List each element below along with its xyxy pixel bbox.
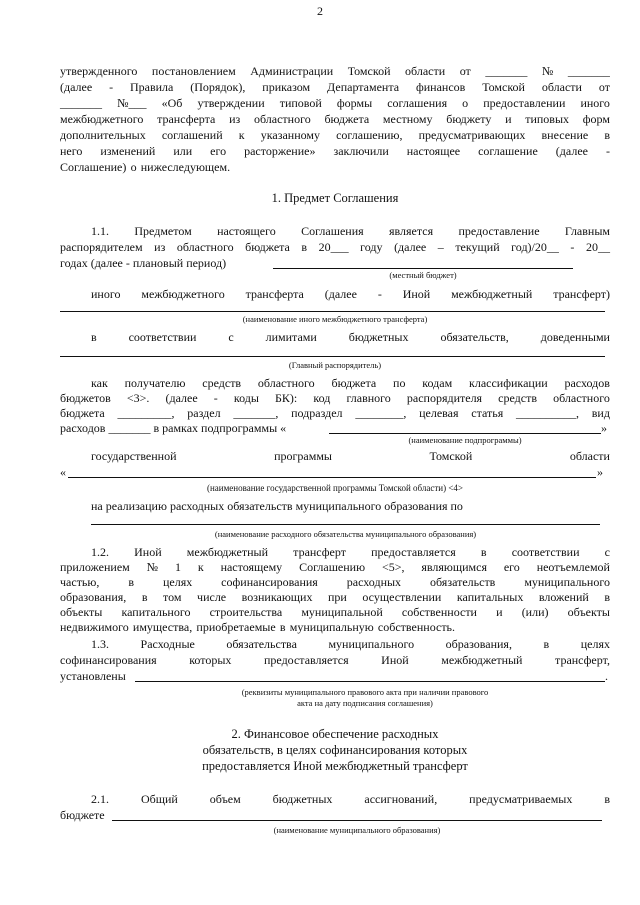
- word: объекты: [60, 605, 103, 619]
- word: области: [405, 64, 446, 78]
- word: типовой: [279, 96, 322, 110]
- word: №___: [117, 96, 147, 110]
- word: 2.1.: [91, 792, 109, 806]
- word: как: [91, 376, 108, 390]
- word: Правила: [129, 80, 174, 94]
- word: том: [163, 590, 182, 604]
- word: в: [141, 590, 148, 604]
- word: него: [60, 144, 83, 158]
- word: муниципального: [524, 575, 610, 589]
- word: 1.2.: [91, 545, 109, 559]
- text-line: [60, 575, 610, 589]
- word: приложением: [60, 560, 130, 574]
- word: являющимся: [421, 560, 487, 574]
- word: обязательства: [226, 637, 297, 651]
- word: предоставлении: [483, 96, 566, 110]
- word: форм: [582, 112, 610, 126]
- field-caption: (наименование расходного обязательства муниципального образования): [214, 529, 477, 539]
- word: кодам: [422, 376, 453, 390]
- word: с: [604, 545, 610, 559]
- text-line: [60, 620, 610, 634]
- word: №: [146, 560, 159, 574]
- text-line: [91, 330, 610, 344]
- word: изменений: [100, 144, 156, 158]
- word: муниципальную: [289, 620, 374, 634]
- section-2-heading: 2. Финансовое обеспечение расходных: [231, 727, 439, 741]
- intro-line: [60, 160, 610, 174]
- word: в: [604, 128, 610, 142]
- text-line: [60, 391, 610, 405]
- word: главного: [346, 391, 391, 405]
- word: Соглашения: [301, 224, 364, 238]
- intro-line: [60, 64, 610, 78]
- word: межбюджетного: [141, 287, 225, 301]
- field-caption: (Главный распорядитель): [288, 360, 382, 370]
- word: и: [505, 112, 512, 126]
- word: классификации: [469, 376, 548, 390]
- word: образования,: [60, 590, 127, 604]
- text-line: «: [60, 465, 66, 479]
- word: его: [210, 144, 227, 158]
- section-2-heading: обязательств, в целях софинансирования которых: [202, 743, 468, 757]
- word: является: [389, 224, 434, 238]
- word: соответствии: [511, 545, 580, 559]
- word: неотъемлемой: [536, 560, 610, 574]
- word: к: [197, 560, 204, 574]
- word: обязательств,: [440, 330, 509, 344]
- word: _______: [567, 64, 610, 78]
- word: предоставляется: [371, 545, 456, 559]
- word: числе: [197, 590, 227, 604]
- word: вид: [591, 406, 610, 420]
- text-line: на реализацию расходных обязательств муниципального образования по: [91, 499, 463, 513]
- text-line: [60, 605, 610, 619]
- word: –: [437, 240, 444, 254]
- intro-line: [60, 80, 610, 94]
- word: бюджетных: [272, 792, 333, 806]
- word: трансферта: [157, 112, 216, 126]
- word: бюджета: [245, 240, 290, 254]
- intro-line: [60, 96, 610, 110]
- text-line: бюджете: [60, 808, 105, 822]
- word: доведенными: [540, 330, 610, 344]
- word: предусматривающих: [418, 128, 526, 142]
- word: в: [480, 545, 487, 559]
- word: типовых: [525, 112, 570, 126]
- word: дополнительных: [60, 128, 146, 142]
- word: в: [543, 637, 550, 651]
- word: утвержденного: [60, 64, 138, 78]
- text-line: .: [605, 669, 608, 683]
- field-caption: (местный бюджет): [389, 270, 457, 280]
- field-caption: (наименование иного межбюджетного трансферта): [242, 314, 428, 324]
- word: _______: [60, 96, 102, 110]
- text-line: годах (далее - плановый период): [60, 256, 227, 270]
- word: трансферта: [245, 287, 304, 301]
- word: Иной: [134, 545, 162, 559]
- word: трансферт: [293, 545, 346, 559]
- text-line: [91, 224, 610, 238]
- word: Расходные: [140, 637, 195, 651]
- text-line: [60, 406, 610, 420]
- word: областного: [176, 240, 234, 254]
- word: от: [459, 64, 471, 78]
- word: целевая: [419, 406, 459, 420]
- word: межбюджетного: [60, 112, 144, 126]
- word: 20___: [318, 240, 349, 254]
- word: ________,: [355, 406, 407, 420]
- word: муниципальной: [301, 605, 383, 619]
- word: -: [377, 287, 382, 301]
- field-caption: акта на дату подписания соглашения): [297, 698, 433, 708]
- word: текущий: [455, 240, 500, 254]
- word: предоставление: [458, 224, 540, 238]
- word: средств: [498, 391, 538, 405]
- word: статья: [471, 406, 504, 420]
- word: год)/20__: [511, 240, 559, 254]
- word: трансферт,: [555, 653, 610, 667]
- word: -: [570, 240, 575, 254]
- word: капитального: [121, 605, 191, 619]
- word: распорядителем: [60, 240, 143, 254]
- word: (далее: [394, 240, 427, 254]
- word: Соглашение): [60, 160, 127, 174]
- text-line: [60, 560, 610, 574]
- word: лимитами: [265, 330, 317, 344]
- word: образования,: [445, 637, 512, 651]
- word: о: [130, 160, 137, 174]
- word: с: [228, 330, 234, 344]
- page-number: 2: [317, 4, 323, 18]
- word: настоящее: [406, 144, 461, 158]
- word: собственности: [401, 605, 477, 619]
- word: к: [238, 128, 245, 142]
- word: Иной: [381, 653, 409, 667]
- word: областного: [553, 391, 610, 405]
- word: (далее: [60, 80, 93, 94]
- word: области: [541, 80, 582, 94]
- word: 1: [174, 560, 181, 574]
- word: соответствии: [128, 330, 197, 344]
- text-line: [91, 545, 610, 559]
- text-line: »: [601, 421, 607, 435]
- word: формы: [336, 96, 373, 110]
- word: №: [541, 64, 554, 78]
- text-line: [91, 449, 610, 463]
- word: из: [154, 240, 166, 254]
- intro-line: [60, 144, 610, 158]
- word: Томской: [429, 449, 473, 463]
- text-line: [60, 240, 610, 254]
- word: муниципального: [328, 637, 415, 651]
- word: -: [213, 391, 218, 405]
- word: (Порядок),: [190, 80, 246, 94]
- word: году: [360, 240, 383, 254]
- word: имущества,: [132, 620, 193, 634]
- word: настоящего: [217, 224, 276, 238]
- word: расходных: [346, 575, 402, 589]
- fill-line: [329, 433, 601, 434]
- text-line: »: [597, 465, 603, 479]
- word: заключили: [333, 144, 389, 158]
- word: Иной: [402, 287, 431, 301]
- word: 1.3.: [91, 637, 109, 651]
- word: Общий: [140, 792, 178, 806]
- fill-line: [135, 681, 605, 682]
- word: в: [279, 620, 286, 634]
- word: целях: [162, 575, 193, 589]
- fill-line: [273, 268, 573, 269]
- word: или: [173, 144, 193, 158]
- word: бюджета: [331, 376, 377, 390]
- word: от: [598, 80, 610, 94]
- word: в: [301, 240, 308, 254]
- word: ассигнований,: [364, 792, 438, 806]
- word: код: [313, 391, 331, 405]
- word: софинансирования: [60, 653, 157, 667]
- word: о: [462, 96, 469, 110]
- text-line: [91, 637, 610, 651]
- word: бюджету: [446, 112, 492, 126]
- word: соглашению,: [336, 128, 403, 142]
- word: «Об: [161, 96, 183, 110]
- word: приобретаемые: [196, 620, 276, 634]
- word: коды: [233, 391, 259, 405]
- word: утверждении: [197, 96, 265, 110]
- word: частью,: [60, 575, 100, 589]
- word: при: [327, 590, 347, 604]
- section-1-heading: 1. Предмет Соглашения: [271, 191, 399, 205]
- word: Администрации: [250, 64, 334, 78]
- word: финансов: [415, 80, 466, 94]
- word: приказом: [262, 80, 311, 94]
- word: расходов: [564, 376, 610, 390]
- word: целях: [580, 637, 610, 651]
- word: (далее: [555, 144, 588, 158]
- field-caption: (реквизиты муниципального правового акта при наличии правового: [241, 687, 489, 697]
- word: Предметом: [134, 224, 192, 238]
- field-caption: (наименование государственной программы Томской области) <4>: [206, 483, 464, 493]
- word: его: [503, 560, 520, 574]
- word: бюджета: [60, 406, 105, 420]
- word: расторжение»: [244, 144, 316, 158]
- word: в: [91, 330, 97, 344]
- word: средств: [202, 376, 242, 390]
- word: Соглашению: [299, 560, 366, 574]
- word: осуществлении: [362, 590, 442, 604]
- word: местному: [382, 112, 433, 126]
- word: указанному: [260, 128, 320, 142]
- word: вложений: [538, 590, 589, 604]
- word: объем: [209, 792, 241, 806]
- word: области: [569, 449, 610, 463]
- word: предусматриваемых: [469, 792, 573, 806]
- fill-line: [91, 524, 600, 525]
- text-line: расходов _______ в рамках подпрограммы «: [60, 421, 287, 435]
- word: (далее: [165, 391, 198, 405]
- word: бюджетных: [348, 330, 409, 344]
- fill-line: [68, 477, 596, 478]
- fill-line: [112, 820, 602, 821]
- word: недвижимого: [60, 620, 129, 634]
- word: 1.1.: [91, 224, 109, 238]
- text-line: [60, 590, 610, 604]
- word: бюджетов: [60, 391, 111, 405]
- word: предоставляется: [263, 653, 349, 667]
- text-line: установлены: [60, 669, 126, 683]
- word: __________,: [516, 406, 579, 420]
- word: программы: [274, 449, 332, 463]
- word: областного: [253, 112, 311, 126]
- word: нижеследующем.: [140, 160, 231, 174]
- word: государственной: [91, 449, 177, 463]
- fill-line: [60, 356, 605, 357]
- word: Томской: [347, 64, 391, 78]
- word: обязательств: [430, 575, 496, 589]
- section-2-heading: предоставляется Иной межбюджетный трансферт: [202, 759, 468, 773]
- word: межбюджетный: [451, 287, 533, 301]
- word: из: [229, 112, 241, 126]
- word: соглашений: [161, 128, 223, 142]
- word: Главным: [564, 224, 610, 238]
- word: 20__: [585, 240, 610, 254]
- word: _______: [485, 64, 528, 78]
- word: Департамента: [327, 80, 400, 94]
- word: внесение: [541, 128, 589, 142]
- word: в: [604, 792, 610, 806]
- word: -: [605, 144, 610, 158]
- word: настоящему: [220, 560, 283, 574]
- text-line: [91, 792, 610, 806]
- word: <3>.: [126, 391, 150, 405]
- word: иного: [580, 96, 610, 110]
- word: подраздел: [291, 406, 343, 420]
- word: <5>,: [381, 560, 405, 574]
- word: объекты: [567, 605, 610, 619]
- word: (или): [521, 605, 549, 619]
- word: _________,: [117, 406, 175, 420]
- word: Томской: [482, 80, 525, 94]
- word: раздел: [187, 406, 221, 420]
- word: по: [393, 376, 406, 390]
- word: возникающих: [241, 590, 313, 604]
- fill-line: [60, 311, 605, 312]
- word: в: [128, 575, 134, 589]
- word: получателю: [124, 376, 186, 390]
- word: иного: [91, 287, 121, 301]
- text-line: [91, 376, 610, 390]
- word: капитальных: [456, 590, 524, 604]
- field-caption: (наименование подпрограммы): [408, 435, 522, 445]
- word: межбюджетный: [441, 653, 523, 667]
- text-line: [91, 287, 610, 301]
- text-line: [60, 653, 610, 667]
- word: областного: [257, 376, 315, 390]
- word: распорядителя: [406, 391, 483, 405]
- intro-line: [60, 112, 610, 126]
- word: строительства: [209, 605, 283, 619]
- word: -: [109, 80, 114, 94]
- word: трансферт): [553, 287, 610, 301]
- word: бюджета: [324, 112, 370, 126]
- word: которых: [189, 653, 232, 667]
- word: в: [604, 590, 610, 604]
- word: (далее: [324, 287, 357, 301]
- word: и: [496, 605, 503, 619]
- word: БК):: [275, 391, 298, 405]
- word: межбюджетный: [186, 545, 269, 559]
- word: соглашение: [478, 144, 538, 158]
- field-caption: (наименование муниципального образования): [273, 825, 441, 835]
- word: собственность.: [377, 620, 456, 634]
- word: постановлением: [151, 64, 236, 78]
- word: соглашения: [387, 96, 448, 110]
- word: софинансирования: [221, 575, 318, 589]
- intro-line: [60, 128, 610, 142]
- word: _______,: [233, 406, 279, 420]
